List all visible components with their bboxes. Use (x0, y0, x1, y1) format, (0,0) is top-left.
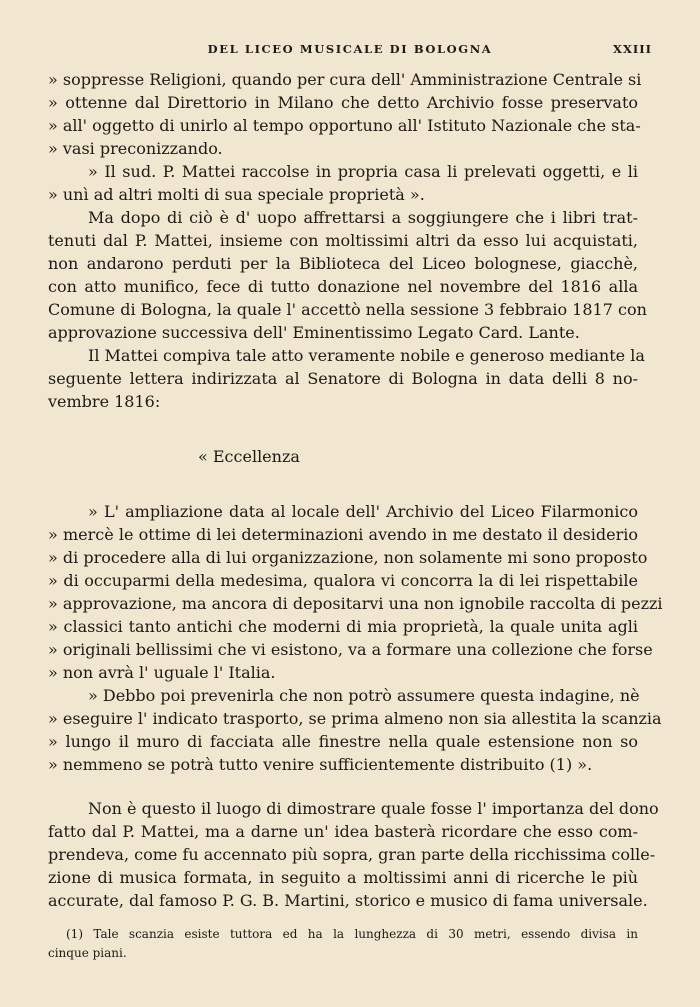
letter-line: » di procedere alla di lui organizzazione, non solamente mi sono proposto (48, 548, 648, 567)
text-line: non andarono perduti per la Biblioteca del Liceo bolognese, giacchè, (48, 254, 638, 273)
text-line: seguente lettera indirizzata al Senatore di Bologna in data delli 8 no- (48, 369, 638, 388)
letter-line: » L' ampliazione data al locale dell' Archivio del Liceo Filarmonico (88, 502, 638, 521)
footnote-line: (1) Tale scanzia esiste tuttora ed ha la lunghezza di 30 metri, essendo divisa in (66, 927, 638, 941)
running-title: DEL LICEO MUSICALE DI BOLOGNA (207, 42, 493, 56)
page-number: XXIII (613, 42, 652, 56)
text-line: » unì ad altri molti di sua speciale proprietà ». (48, 185, 425, 204)
letter-line: » lungo il muro di facciata alle finestre nella quale estensione non so (48, 732, 638, 751)
letter-line: » originali bellissimi che vi esistono, va a formare una collezione che forse (48, 640, 653, 659)
text-line: fatto dal P. Mattei, ma a darne un' idea basterà ricordare che esso com- (48, 822, 638, 841)
letter-line: » classici tanto antichi che moderni di mia proprietà, la quale unita agli (48, 617, 638, 636)
text-line: Comune di Bologna, la quale l' accettò nella sessione 3 febbraio 1817 con (48, 300, 647, 319)
text-line: con atto munifico, fece di tutto donazione nel novembre del 1816 alla (48, 277, 638, 296)
text-line: » ottenne dal Direttorio in Milano che detto Archivio fosse preservato (48, 93, 638, 112)
letter-line: » eseguire l' indicato trasporto, se prima almeno non sia allestita la scanzia (48, 709, 662, 728)
text-line: » soppresse Religioni, quando per cura dell' Amministrazione Centrale si (48, 70, 642, 89)
letter-line: » di occuparmi della medesima, qualora vi concorra la di lei rispettabile (48, 571, 638, 590)
page-header (48, 38, 652, 58)
text-line: approvazione successiva dell' Eminentissimo Legato Card. Lante. (48, 323, 580, 342)
letter-line: » nemmeno se potrà tutto venire sufficientemente distribuito (1) ». (48, 755, 593, 774)
text-line: tenuti dal P. Mattei, insieme con moltissimi altri da esso lui acquistati, (48, 231, 638, 250)
text-line: » Il sud. P. Mattei raccolse in propria casa li prelevati oggetti, e li (88, 162, 638, 181)
text-line: zione di musica formata, in seguito a moltissimi anni di ricerche le più (48, 868, 638, 887)
letter-line: » non avrà l' uguale l' Italia. (48, 663, 276, 682)
text-line: Non è questo il luogo di dimostrare quale fosse l' importanza del dono (88, 799, 659, 818)
text-line: Ma dopo di ciò è d' uopo affrettarsi a soggiungere che i libri trat- (88, 208, 638, 227)
text-line: Il Mattei compiva tale atto veramente nobile e generoso mediante la (88, 346, 645, 365)
text-line: prendeva, come fu accennato più sopra, gran parte della ricchissima colle- (48, 845, 656, 864)
text-line: accurate, dal famoso P. G. B. Martini, storico e musico di fama universale. (48, 891, 648, 910)
text-line: » vasi preconizzando. (48, 139, 223, 158)
footnote-line: cinque piani. (48, 946, 127, 960)
letter-line: » Debbo poi prevenirla che non potrò assumere questa indagine, nè (88, 686, 640, 705)
text-line: » all' oggetto di unirlo al tempo opportuno all' Istituto Nazionale che sta- (48, 116, 641, 135)
letter-salutation: « Eccellenza (198, 447, 300, 466)
letter-line: » approvazione, ma ancora di depositarvi una non ignobile raccolta di pezzi (48, 594, 663, 613)
letter-line: » mercè le ottime di lei determinazioni avendo in me destato il desiderio (48, 525, 638, 544)
text-line: vembre 1816: (48, 392, 161, 411)
